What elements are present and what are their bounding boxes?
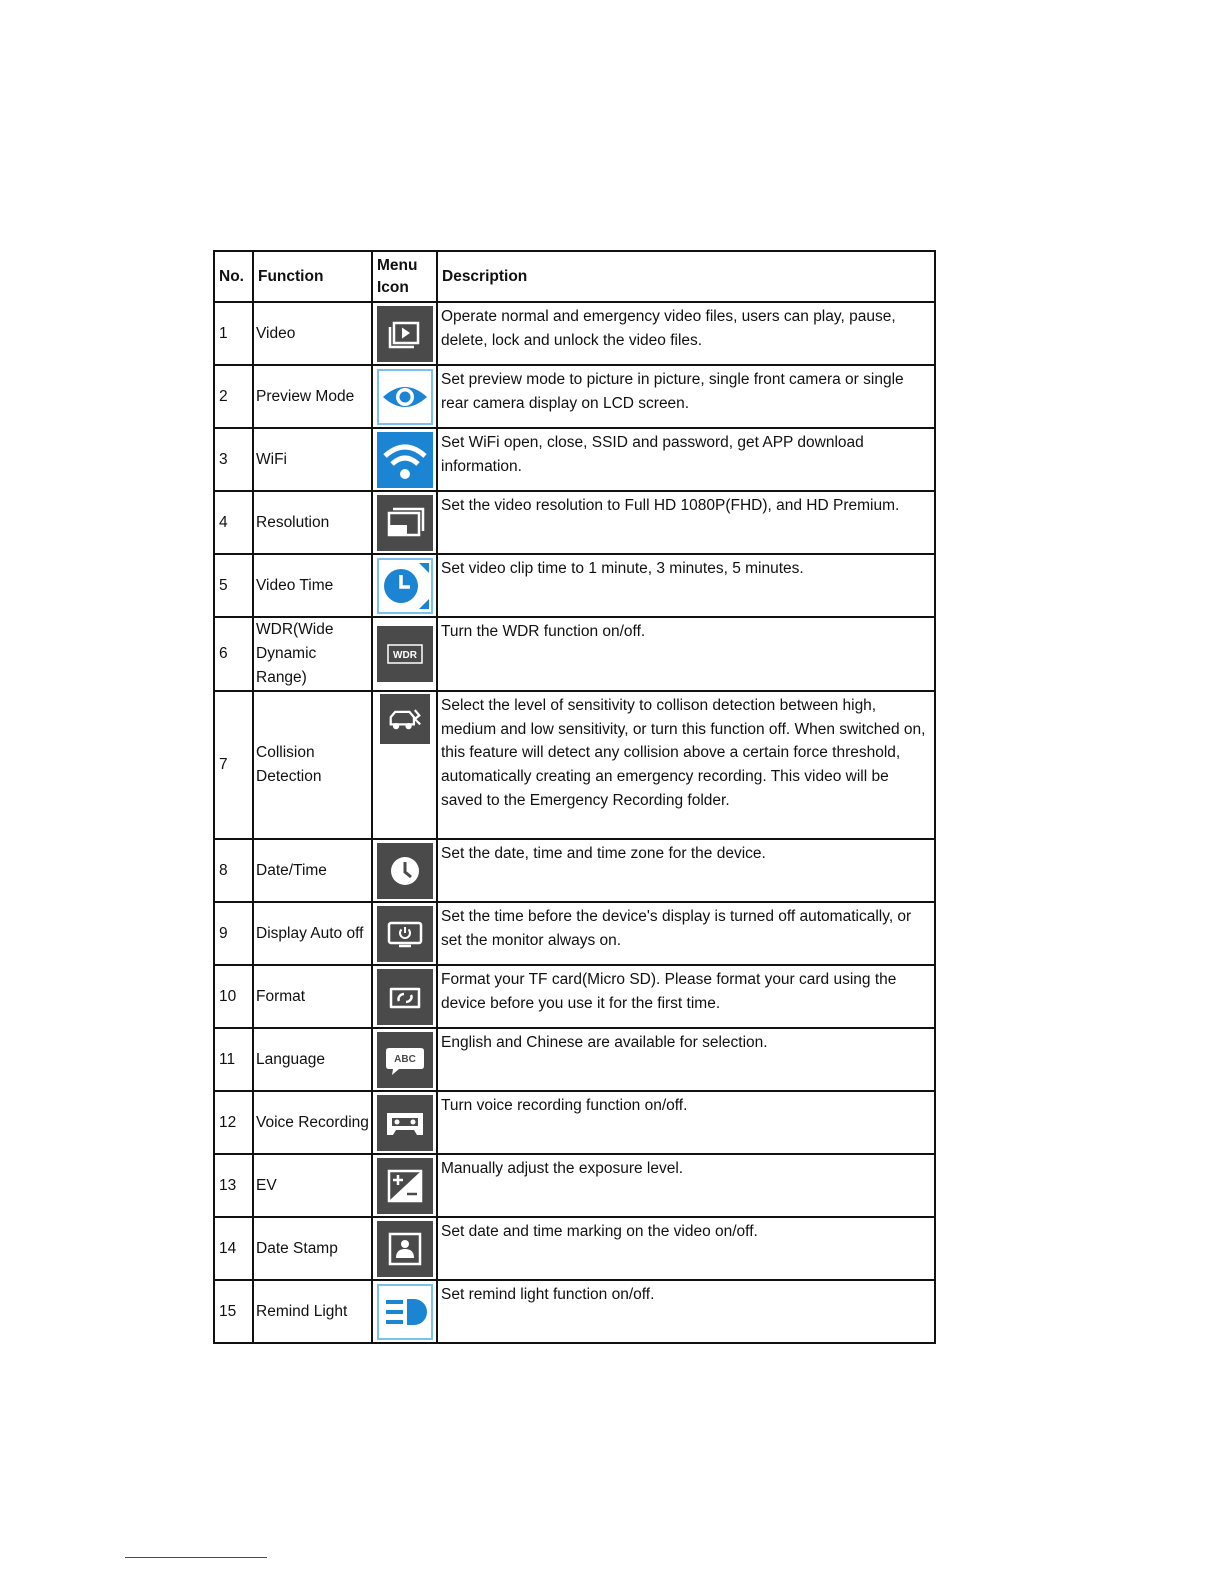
row-number: 3 bbox=[214, 428, 253, 491]
row-function: Format bbox=[253, 965, 372, 1028]
header-description: Description bbox=[437, 251, 935, 302]
table-row bbox=[214, 491, 935, 554]
exposure-icon bbox=[377, 1158, 433, 1214]
row-description: Set WiFi open, close, SSID and password, get APP download information. bbox=[437, 428, 935, 491]
cassette-icon bbox=[377, 1095, 433, 1151]
row-icon-cell bbox=[372, 902, 437, 965]
row-icon-cell bbox=[372, 617, 437, 691]
row-icon-cell bbox=[372, 1154, 437, 1217]
header-function: Function bbox=[253, 251, 372, 302]
row-description: Turn the WDR function on/off. bbox=[437, 617, 935, 691]
video-play-icon bbox=[377, 306, 433, 362]
eye-icon bbox=[377, 369, 433, 425]
table-row bbox=[214, 902, 935, 965]
row-function: Video Time bbox=[253, 554, 372, 617]
table-row bbox=[214, 302, 935, 365]
row-function: Language bbox=[253, 1028, 372, 1091]
row-icon-cell bbox=[372, 365, 437, 428]
resolution-icon bbox=[377, 495, 433, 551]
clock-icon bbox=[377, 843, 433, 899]
row-number: 15 bbox=[214, 1280, 253, 1343]
row-function: WDR(Wide Dynamic Range) bbox=[253, 617, 372, 691]
display-power-icon bbox=[377, 906, 433, 962]
row-function: WiFi bbox=[253, 428, 372, 491]
row-description: English and Chinese are available for selection. bbox=[437, 1028, 935, 1091]
row-description: Format your TF card(Micro SD). Please format your card using the device before you use it for the first time. bbox=[437, 965, 935, 1028]
row-icon-cell bbox=[372, 302, 437, 365]
row-number: 14 bbox=[214, 1217, 253, 1280]
svg-text:ABC: ABC bbox=[393, 1053, 416, 1065]
footnote-separator bbox=[125, 1557, 267, 1558]
row-description: Operate normal and emergency video files, users can play, pause, delete, lock and unlock the video files. bbox=[437, 302, 935, 365]
row-function: Remind Light bbox=[253, 1280, 372, 1343]
table-row bbox=[214, 1028, 935, 1091]
table-row bbox=[214, 1280, 935, 1343]
wifi-icon bbox=[377, 432, 433, 488]
row-number: 10 bbox=[214, 965, 253, 1028]
table-row bbox=[214, 554, 935, 617]
row-number: 13 bbox=[214, 1154, 253, 1217]
row-description: Set the video resolution to Full HD 1080P(FHD), and HD Premium. bbox=[437, 491, 935, 554]
row-icon-cell bbox=[372, 554, 437, 617]
row-description: Set date and time marking on the video on/off. bbox=[437, 1217, 935, 1280]
language-abc-icon bbox=[377, 1032, 433, 1088]
row-icon-cell bbox=[372, 839, 437, 902]
clock-expand-icon bbox=[377, 558, 433, 614]
row-function: Resolution bbox=[253, 491, 372, 554]
row-function: EV bbox=[253, 1154, 372, 1217]
row-description: Set the date, time and time zone for the device. bbox=[437, 839, 935, 902]
row-description: Manually adjust the exposure level. bbox=[437, 1154, 935, 1217]
remind-light-icon bbox=[377, 1284, 433, 1340]
row-function: Video bbox=[253, 302, 372, 365]
table-row bbox=[214, 428, 935, 491]
row-description: Set remind light function on/off. bbox=[437, 1280, 935, 1343]
row-number: 5 bbox=[214, 554, 253, 617]
row-icon-cell bbox=[372, 1217, 437, 1280]
table-row bbox=[214, 1217, 935, 1280]
row-number: 8 bbox=[214, 839, 253, 902]
row-icon-cell bbox=[372, 491, 437, 554]
row-function: Preview Mode bbox=[253, 365, 372, 428]
table-row bbox=[214, 617, 935, 691]
row-number: 7 bbox=[214, 691, 253, 839]
header-no: No. bbox=[214, 251, 253, 302]
row-description: Turn voice recording function on/off. bbox=[437, 1091, 935, 1154]
table-row bbox=[214, 365, 935, 428]
row-number: 9 bbox=[214, 902, 253, 965]
row-number: 4 bbox=[214, 491, 253, 554]
menu-function-table bbox=[213, 250, 936, 1344]
wdr-icon bbox=[377, 626, 433, 682]
table-row bbox=[214, 691, 935, 839]
row-number: 6 bbox=[214, 617, 253, 691]
table-row bbox=[214, 965, 935, 1028]
row-icon-cell bbox=[372, 965, 437, 1028]
row-number: 1 bbox=[214, 302, 253, 365]
row-function: Voice Recording bbox=[253, 1091, 372, 1154]
row-description: Select the level of sensitivity to collison detection between high, medium and low sensitivity, or turn this function off. When switched on, this feature will detect any collision above a certain force threshold, automatically creating an emergency recording. This video will be saved to the Emergency Recording folder. bbox=[437, 691, 935, 839]
svg-text:WDR: WDR bbox=[392, 650, 417, 661]
table-row bbox=[214, 1154, 935, 1217]
table-row bbox=[214, 1091, 935, 1154]
sd-card-format-icon bbox=[377, 969, 433, 1025]
row-number: 2 bbox=[214, 365, 253, 428]
row-number: 11 bbox=[214, 1028, 253, 1091]
table-header-row bbox=[214, 251, 935, 302]
row-description: Set preview mode to picture in picture, single front camera or single rear camera display on LCD screen. bbox=[437, 365, 935, 428]
row-icon-cell bbox=[372, 428, 437, 491]
row-description: Set video clip time to 1 minute, 3 minutes, 5 minutes. bbox=[437, 554, 935, 617]
row-function: Collision Detection bbox=[253, 691, 372, 839]
table-row bbox=[214, 839, 935, 902]
row-icon-cell bbox=[372, 691, 437, 839]
row-icon-cell bbox=[372, 1091, 437, 1154]
row-icon-cell bbox=[372, 1028, 437, 1091]
row-icon-cell bbox=[372, 1280, 437, 1343]
row-description: Set the time before the device's display is turned off automatically, or set the monitor always on. bbox=[437, 902, 935, 965]
row-function: Date/Time bbox=[253, 839, 372, 902]
collision-car-icon bbox=[377, 694, 433, 744]
row-function: Date Stamp bbox=[253, 1217, 372, 1280]
header-menu-icon: Menu Icon bbox=[372, 251, 437, 302]
row-number: 12 bbox=[214, 1091, 253, 1154]
date-stamp-icon bbox=[377, 1221, 433, 1277]
row-function: Display Auto off bbox=[253, 902, 372, 965]
